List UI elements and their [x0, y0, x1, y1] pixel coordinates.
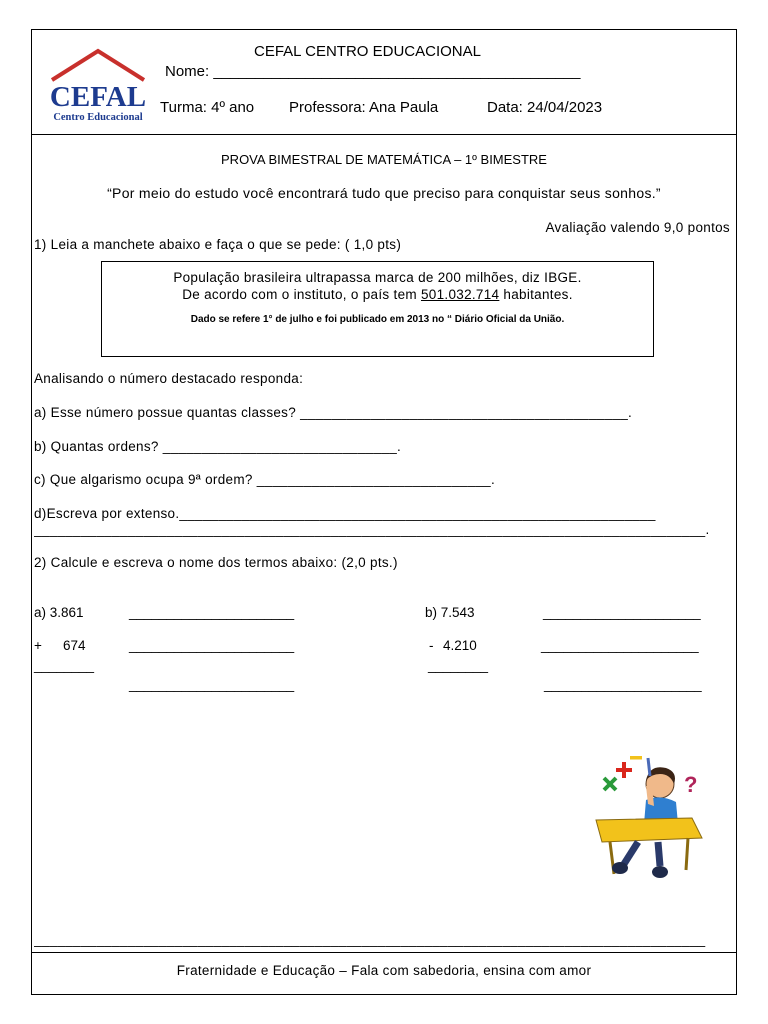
- operation-b-minus: -: [429, 638, 434, 653]
- headline-line-2: [102, 287, 653, 302]
- question-mark-icon: [684, 772, 697, 797]
- operation-a-blank-2[interactable]: ______________________: [129, 638, 295, 653]
- name-field[interactable]: Nome: ____________________________________________: [165, 63, 581, 80]
- headline-box: [101, 261, 654, 357]
- exam-title: PROVA BIMESTRAL DE MATEMÁTICA – 1º BIMESTRE: [221, 152, 547, 167]
- operation-b-line: ________: [428, 658, 489, 673]
- footer-divider: [32, 952, 736, 953]
- footer-motto: Fraternidade e Educação – Fala com sabedoria, ensina com amor: [176, 963, 592, 978]
- question-1-intro: Analisando o número destacado responda:: [34, 371, 304, 386]
- question-1a[interactable]: a) Esse número possue quantas classes? __________________________________________.: [34, 405, 633, 420]
- question-1d-line-1[interactable]: d)Escreva por extenso._____________________________________________________________: [34, 506, 656, 521]
- motivational-quote: “Por meio do estudo você encontrará tudo que preciso para conquistar seus sonhos.”: [107, 185, 661, 201]
- student-thinking-illustration: [588, 746, 708, 881]
- minus-icon: [630, 756, 642, 760]
- question-2-prompt: 2) Calcule e escreva o nome dos termos abaixo: (2,0 pts.): [34, 555, 398, 570]
- exam-sheet: [31, 29, 737, 995]
- operation-b-blank-2[interactable]: _____________________: [541, 638, 699, 653]
- logo-name: CEFAL: [49, 81, 147, 113]
- headline-line-1: População brasileira ultrapassa marca de 200 milhões, diz IBGE.: [173, 270, 582, 285]
- operation-b-first: b) 7.543: [425, 605, 475, 620]
- multiply-icon: [604, 778, 616, 790]
- cefal-logo: [48, 48, 148, 123]
- operation-a-line: ________: [34, 658, 95, 673]
- question-1d-line-2[interactable]: ______________________________________________________________________________________.: [34, 522, 710, 537]
- operation-b-blank-1[interactable]: _____________________: [543, 605, 701, 620]
- date-label: Data: 24/04/2023: [487, 99, 603, 116]
- teacher-label: Professora: Ana Paula: [289, 99, 439, 116]
- svg-text:?: ?: [684, 772, 698, 797]
- operation-a-second: 674: [63, 638, 86, 653]
- question-1-prompt: 1) Leia a manchete abaixo e faça o que se pede: ( 1,0 pts): [34, 237, 402, 252]
- headline-source: Dado se refere 1° de julho e foi publicado em 2013 no “ Diário Oficial da União.: [190, 314, 565, 325]
- operation-a-blank-3[interactable]: ______________________: [129, 677, 295, 692]
- operation-a-first: a) 3.861: [34, 605, 84, 620]
- highlighted-number: 501.032.714: [420, 287, 500, 302]
- plus-icon: [616, 762, 632, 778]
- school-name: CEFAL CENTRO EDUCACIONAL: [254, 43, 481, 60]
- class-label: Turma: 4º ano: [160, 99, 255, 116]
- operation-b-blank-3[interactable]: _____________________: [544, 677, 702, 692]
- headline-line-2-start: De acordo com o instituto, o país tem: [182, 287, 421, 302]
- operation-a-blank-1[interactable]: ______________________: [129, 605, 295, 620]
- operation-b-second: 4.210: [443, 638, 477, 653]
- header-divider: [32, 134, 736, 135]
- logo-subtitle: Centro Educacional: [53, 112, 143, 123]
- operation-a-plus: +: [34, 638, 42, 653]
- question-1c[interactable]: c) Que algarismo ocupa 9ª ordem? ______________________________.: [34, 472, 496, 487]
- exam-value: Avaliação valendo 9,0 pontos: [545, 220, 730, 235]
- footer-signature-line: ______________________________________________________________________________________: [34, 932, 706, 947]
- headline-line-2-end: habitantes.: [499, 287, 573, 302]
- question-1b[interactable]: b) Quantas ordens? ______________________________.: [34, 439, 402, 454]
